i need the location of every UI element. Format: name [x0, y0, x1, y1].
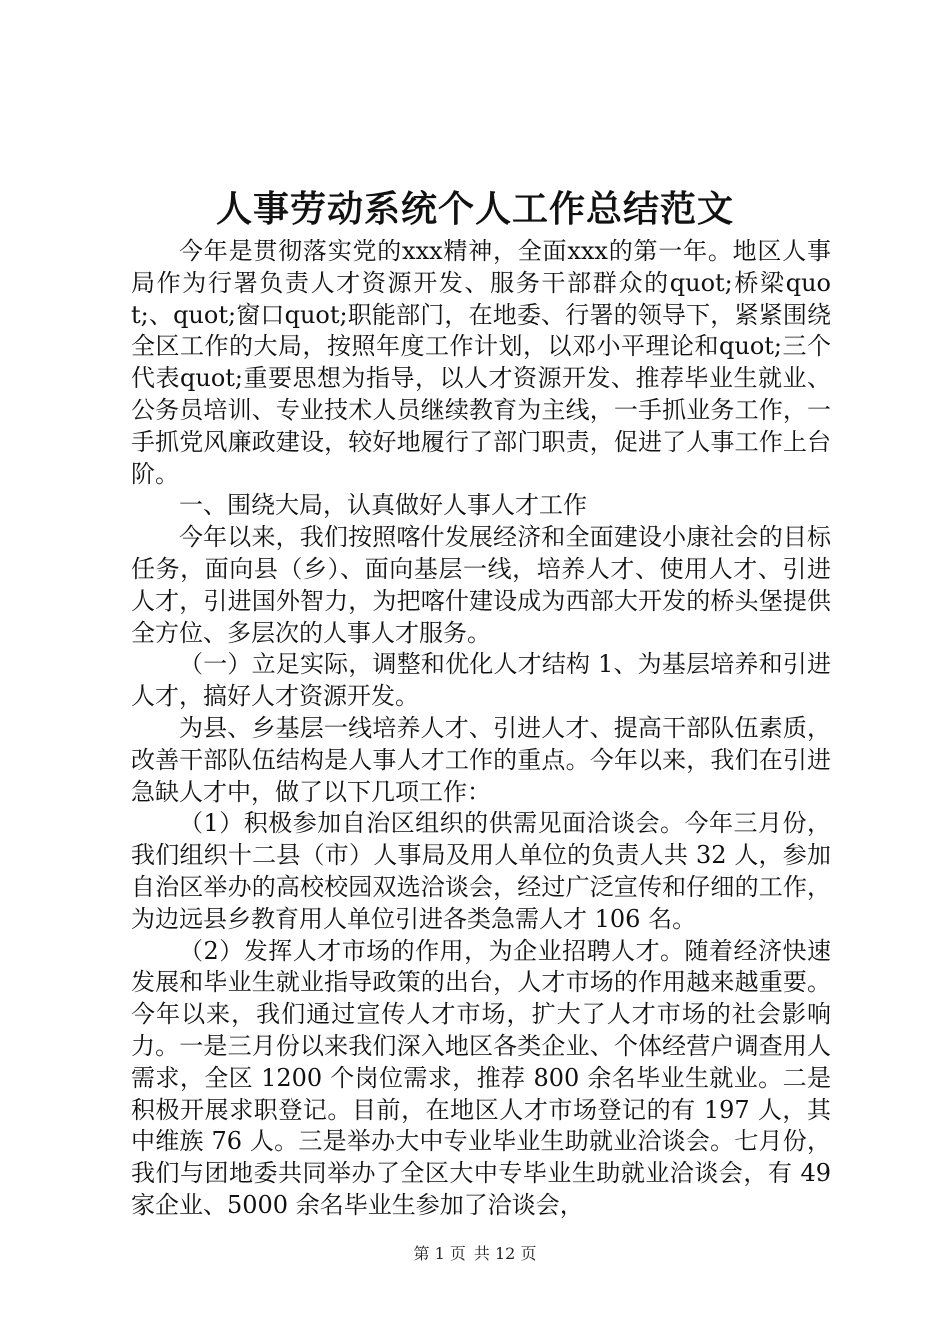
- page-number: 第 1 页: [413, 1244, 466, 1263]
- page-total: 共 12 页: [473, 1244, 537, 1263]
- paragraph-item-1: （1）积极参加自治区组织的供需见面洽谈会。今年三月份，我们组织十二县（市）人事局及用人单位的负责人共 32 人，参加自治区举办的高校校园双选洽谈会，经过广泛宣传和仔细的工作，为边远县乡教育用人单位引进各类急需人才 106 名。: [131, 809, 831, 933]
- section-heading-1: 一、围绕大局，认真做好人事人才工作: [179, 491, 587, 520]
- subsection-heading-1: （一）立足实际，调整和优化人才结构 1、为基层培养和引进人才，搞好人才资源开发。: [131, 650, 831, 711]
- paragraph-intro: 今年是贯彻落实党的xxx精神，全面xxx的第一年。地区人事局作为行署负责人才资源开发、服务干部群众的quot;桥梁quot;、quot;窗口quot;职能部门，在地委、行署的领导下，紧紧围绕全区工作的大局，按照年度工作计划，以邓小平理论和quot;三个代表quot;重要思想为指导，以人才资源开发、推荐毕业生就业、公务员培训、专业技术人员继续教育为主线，一手抓业务工作，一手抓党风廉政建设，较好地履行了部门职责，促进了人事工作上台阶。: [131, 237, 831, 488]
- paragraph-section-1: 今年以来，我们按照喀什发展经济和全面建设小康社会的目标任务，面向县（乡）、面向基层一线，培养人才、使用人才、引进人才，引进国外智力，为把喀什建设成为西部大开发的桥头堡提供全方位、多层次的人事人才服务。: [131, 523, 831, 647]
- paragraph-item-2: （2）发挥人才市场的作用，为企业招聘人才。随着经济快速发展和毕业生就业指导政策的出台，人才市场的作用越来越重要。今年以来，我们通过宣传人才市场，扩大了人才市场的社会影响力。一是三月份以来我们深入地区各类企业、个体经营户调查用人需求，全区 1200 个岗位需求，推荐 800 余名毕业生就业。二是积极开展求职登记。目前，在地区人才市场登记的有 197 人，其中维族 76 人。三是举办大中专业毕业生助就业洽谈会。七月份，我们与团地委共同举办了全区大中专毕业生助就业洽谈会，有 49 家企业、5000 余名毕业生参加了洽谈会，: [131, 936, 831, 1219]
- paragraph-subsection-1: 为县、乡基层一线培养人才、引进人才、提高干部队伍素质，改善干部队伍结构是人事人才工作的重点。今年以来，我们在引进急缺人才中，做了以下几项工作：: [131, 713, 831, 806]
- page-footer: [0, 1242, 950, 1266]
- document-body: [131, 236, 831, 1222]
- document-title: 人事劳动系统个人工作总结范文: [215, 188, 734, 230]
